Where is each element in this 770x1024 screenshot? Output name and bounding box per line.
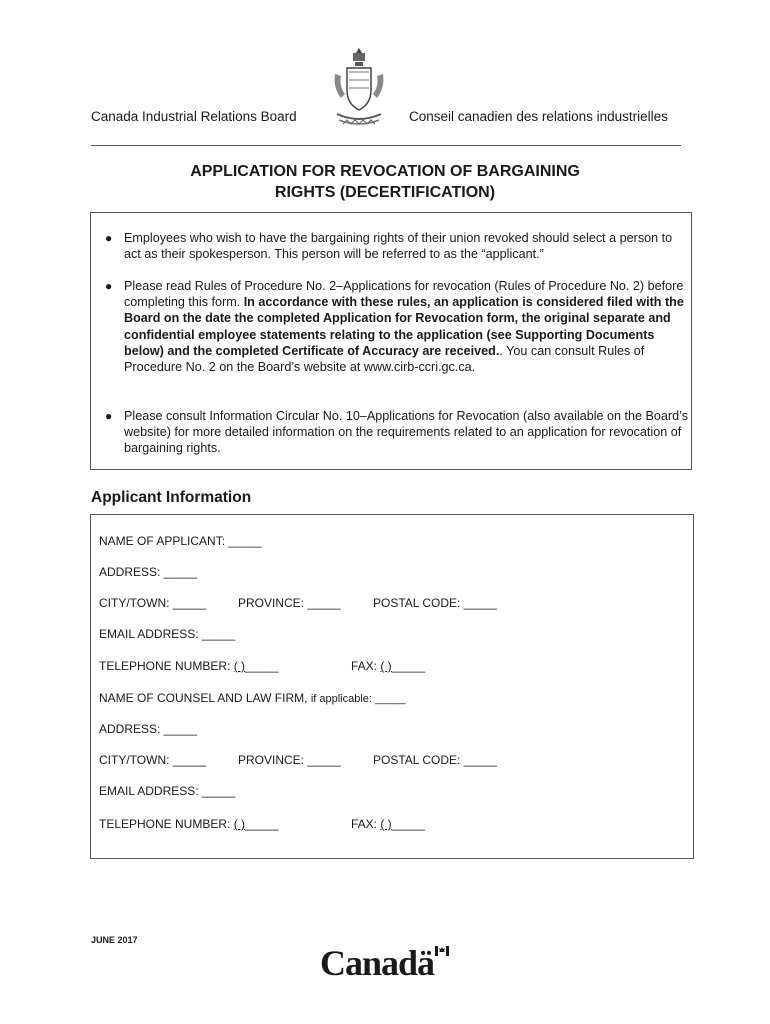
instruction-text: Please consult Information Circular No. 10–Applications for Revocation (also available on the Board’s website) for more detailed information on the requirements related to an application for revocation of bargaining rights. [124,409,688,456]
counsel-telephone-field[interactable] [99,817,278,831]
applicant-telephone-field[interactable] [99,659,278,673]
fax-blank: _____ [391,817,426,831]
org-name-english: Canada Industrial Relations Board [91,109,297,124]
page-title [110,161,660,203]
bullet-icon: ● [105,409,113,423]
fax-area-code-blank: ( ) [380,659,392,673]
instruction-bullet-1 [105,230,689,262]
bullet-icon: ● [105,231,113,245]
counsel-fax-field[interactable] [351,817,425,831]
counsel-label: NAME OF COUNSEL AND LAW FIRM, [99,691,311,705]
instruction-text: Please read Rules of Procedure No. 2–Applications for revocation (Rules of Procedure No. 2) before completing this form. [124,279,684,310]
telephone-label: TELEPHONE NUMBER: [99,659,234,673]
applicant-fax-field[interactable] [351,659,425,673]
canada-wordmark: Canadä [320,943,435,983]
counsel-label-applicable: if applicable: _____ [310,693,406,705]
counsel-name-field[interactable] [99,691,406,705]
applicant-address-field[interactable]: ADDRESS: _____ [99,565,198,579]
fax-blank: _____ [391,659,426,673]
instructions-box [90,212,692,470]
instruction-bullet-3 [105,408,689,457]
header-divider [91,145,681,146]
instruction-text: Employees who wish to have the bargaining rights of their union revoked should select a person to act as their spokesperson. This person will be referred to as the “applicant.” [124,231,673,262]
applicant-email-field[interactable]: EMAIL ADDRESS: _____ [99,627,236,641]
fax-label: FAX: [351,659,381,673]
area-code-blank: ( ) [233,659,246,673]
counsel-province-field[interactable]: PROVINCE: _____ [238,753,341,767]
telephone-label: TELEPHONE NUMBER: [99,817,234,831]
coat-of-arms-icon [329,44,389,130]
telephone-blank: _____ [245,817,279,831]
counsel-city-field[interactable]: CITY/TOWN: _____ [99,753,207,767]
counsel-postal-code-field[interactable]: POSTAL CODE: _____ [373,753,498,767]
telephone-blank: _____ [245,659,279,673]
applicant-name-field[interactable]: NAME OF APPLICANT: _____ [99,534,262,548]
fax-area-code-blank: ( ) [380,817,392,831]
title-line-2: RIGHTS (DECERTIFICATION) [274,184,496,201]
section-title-applicant: Applicant Information [91,489,252,506]
flag-icon [435,946,449,956]
applicant-info-box [90,514,694,859]
area-code-blank: ( ) [233,817,246,831]
applicant-province-field[interactable]: PROVINCE: _____ [238,596,341,610]
title-line-1: APPLICATION FOR REVOCATION OF BARGAINING [190,163,580,180]
bullet-icon: ● [105,279,113,293]
applicant-city-field[interactable]: CITY/TOWN: _____ [99,596,207,610]
instruction-bullet-2 [105,278,689,375]
instruction-text-bold: In accordance with these rules, an application is considered filed with the Board on the date the completed Application for Revocation form, the original separate and confidential employee statements relating to the application (see Supporting Documents below) and the completed Certificate of Accuracy are received. [124,295,684,358]
form-date: JUNE 2017 [91,935,138,945]
instruction-text: . You can consult Rules of Procedure No. 2 on the Board’s website at www.cirb-ccri.gc.ca. [124,343,645,375]
org-name-french: Conseil canadien des relations industrielles [409,109,668,124]
fax-label: FAX: [351,817,381,831]
applicant-postal-code-field[interactable]: POSTAL CODE: _____ [373,596,498,610]
counsel-address-field[interactable]: ADDRESS: _____ [99,722,198,736]
counsel-email-field[interactable]: EMAIL ADDRESS: _____ [99,784,236,798]
